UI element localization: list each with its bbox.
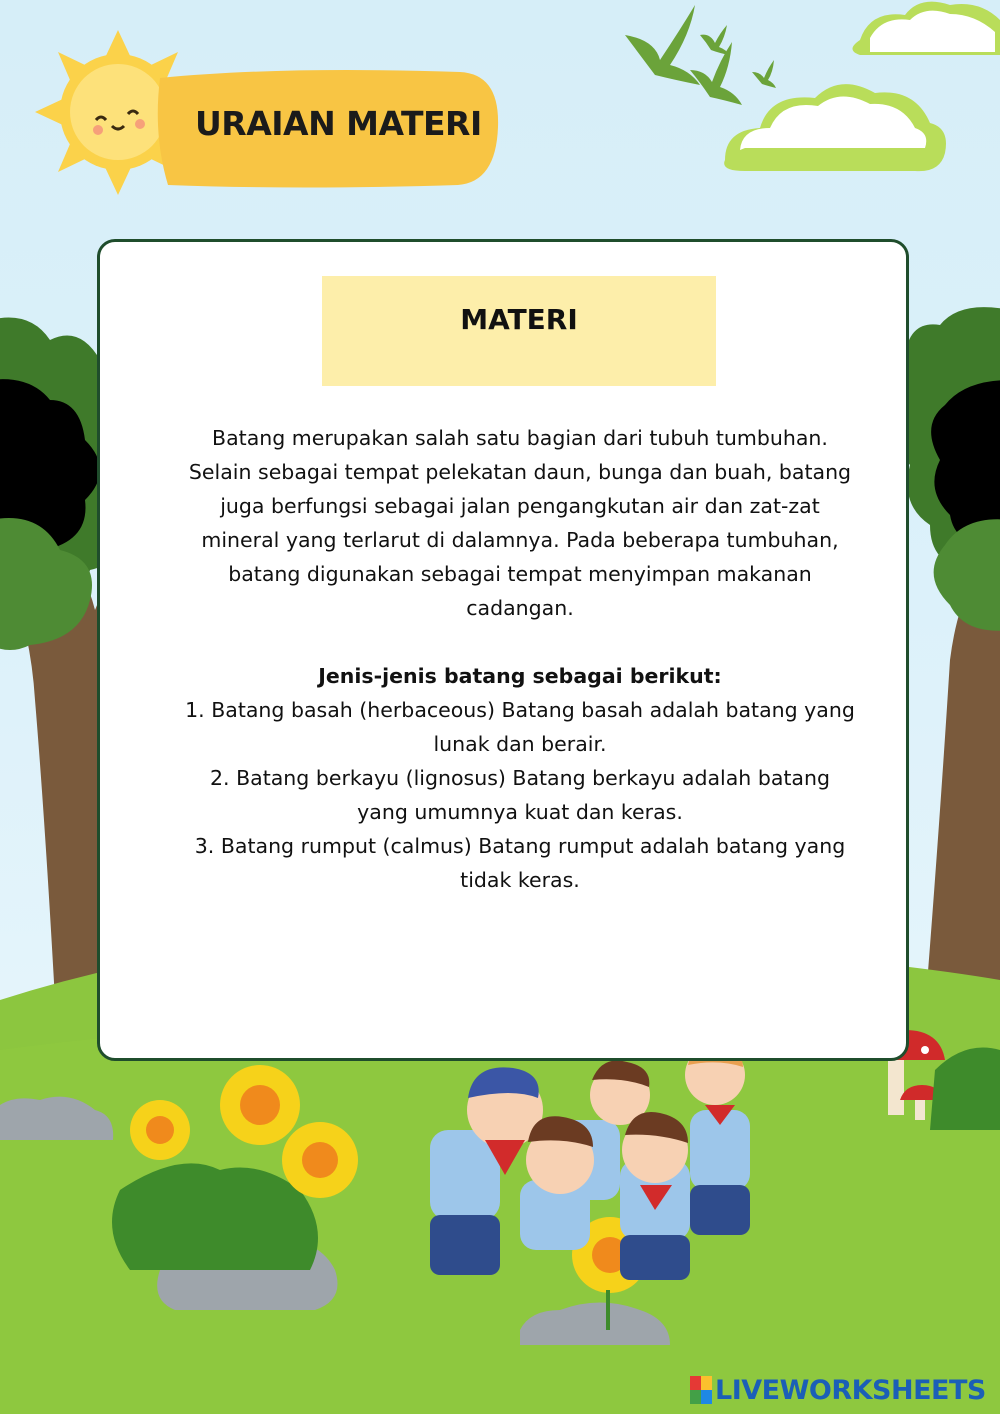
list-item: tidak keras. — [460, 868, 580, 892]
brand-text: LIVEWORKSHEETS — [715, 1374, 986, 1406]
list-item: yang umumnya kuat dan keras. — [357, 800, 683, 824]
content-body — [150, 421, 890, 897]
list-item: lunak dan berair. — [433, 732, 607, 756]
cloud-icon — [853, 2, 1000, 55]
list-item: 3. Batang rumput (calmus) Batang rumput adalah batang yang — [194, 834, 846, 858]
list-item: 1. Batang basah (herbaceous) Batang basah adalah batang yang — [185, 698, 855, 722]
tree-icon — [894, 307, 1000, 1010]
liveworksheets-logo[interactable] — [690, 1374, 986, 1406]
list-item: 2. Batang berkayu (lignosus) Batang berkayu adalah batang — [210, 766, 830, 790]
page-title: URAIAN MATERI — [195, 104, 482, 143]
materi-heading: MATERI — [460, 303, 578, 336]
intro-line: Batang merupakan salah satu bagian dari tubuh tumbuhan. — [212, 426, 828, 450]
intro-line: batang digunakan sebagai tempat menyimpan makanan — [228, 562, 812, 586]
intro-line: Selain sebagai tempat pelekatan daun, bunga dan buah, batang — [188, 460, 852, 484]
bird-icon — [625, 5, 776, 105]
intro-line: mineral yang terlarut di dalamnya. Pada beberapa tumbuhan, — [201, 528, 839, 552]
cloud-icon — [724, 84, 946, 171]
intro-line: juga berfungsi sebagai jalan pengangkutan air dan zat-zat — [220, 494, 820, 518]
spacer — [150, 625, 890, 659]
liveworksheets-mark-icon — [690, 1376, 712, 1404]
intro-line: cadangan. — [466, 596, 574, 620]
list-heading: Jenis-jenis batang sebagai berikut: — [318, 664, 722, 688]
